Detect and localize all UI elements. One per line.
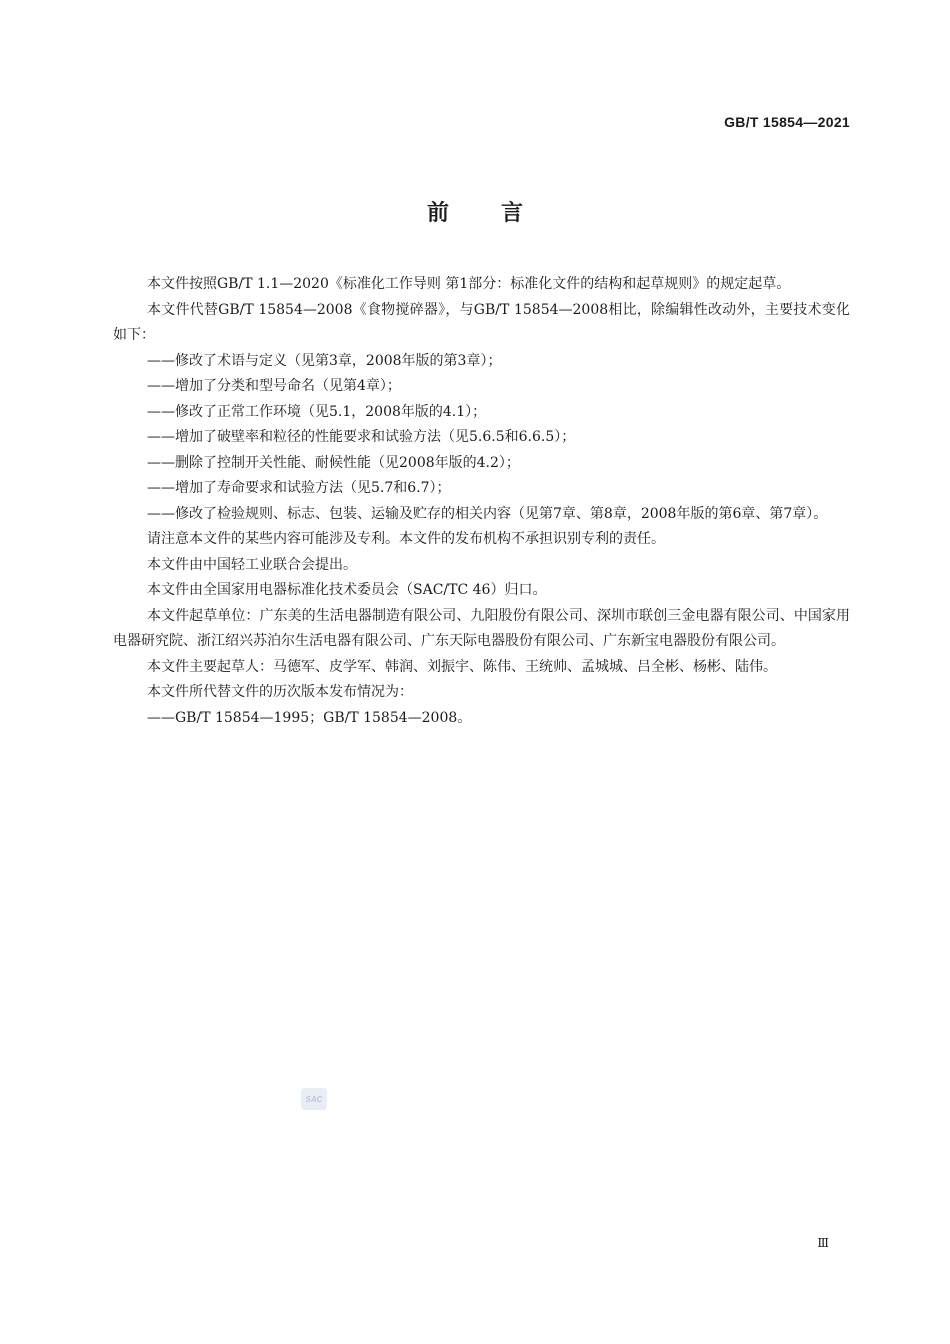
paragraph-drafters: 本文件主要起草人：马德军、皮学军、韩润、刘振宇、陈伟、王统帅、孟城城、吕全彬、杨彬、陆伟。 — [147, 658, 777, 675]
paragraph-committee: 本文件由全国家用电器标准化技术委员会（SAC/TC 46）归口。 — [147, 582, 547, 598]
change-item: ——修改了正常工作环境（见5.1，2008年版的4.1）； — [147, 403, 487, 420]
paragraph-drafting-rules: 本文件按照GB/T 1.1—2020《标准化工作导则 第1部分：标准化文件的结构和起草规则》的规定起草。 — [147, 276, 791, 292]
change-item: ——增加了破壁率和粒径的性能要求和试验方法（见5.6.5和6.6.5）； — [147, 429, 576, 445]
paragraph-patent-notice: 请注意本文件的某些内容可能涉及专利。本文件的发布机构不承担识别专利的责任。 — [147, 531, 665, 547]
page-title: 前言 — [426, 201, 575, 226]
change-item: ——修改了术语与定义（见第3章，2008年版的第3章）； — [147, 352, 502, 369]
paragraph-proposer: 本文件由中国轻工业联合会提出。 — [147, 556, 357, 573]
change-item: ——删除了控制开关性能、耐候性能（见2008年版的4.2）； — [147, 454, 520, 471]
change-item: ——增加了分类和型号命名（见第4章）； — [147, 378, 401, 394]
paragraph-drafting-units: 本文件起草单位：广东美的生活电器制造有限公司、九阳股份有限公司、深圳市联创三金电器有限公司、中国家用电器研究院、浙江绍兴苏泊尔生活电器有限公司、广东天际电器股份有限公司、广东新宝电器股份有限公司。 — [113, 607, 850, 649]
sac-logo-watermark: SAC — [301, 1088, 327, 1110]
document-body — [113, 272, 850, 731]
page-number: Ⅲ — [817, 1236, 829, 1250]
change-item: ——修改了检验规则、标志、包装、运输及贮存的相关内容（见第7章、第8章，2008年版的第6章、第7章）。 — [147, 505, 828, 522]
change-item: ——增加了寿命要求和试验方法（见5.7和6.7）； — [147, 480, 451, 496]
history-item: ——GB/T 15854—1995；GB/T 15854—2008。 — [147, 709, 472, 726]
standard-code: GB/T 15854—2021 — [724, 114, 850, 130]
paragraph-replacement: 本文件代替GB/T 15854—2008《食物搅碎器》，与GB/T 15854—2008相比，除编辑性改动外，主要技术变化如下： — [113, 301, 850, 343]
paragraph-history-intro: 本文件所代替文件的历次版本发布情况为： — [147, 684, 413, 700]
